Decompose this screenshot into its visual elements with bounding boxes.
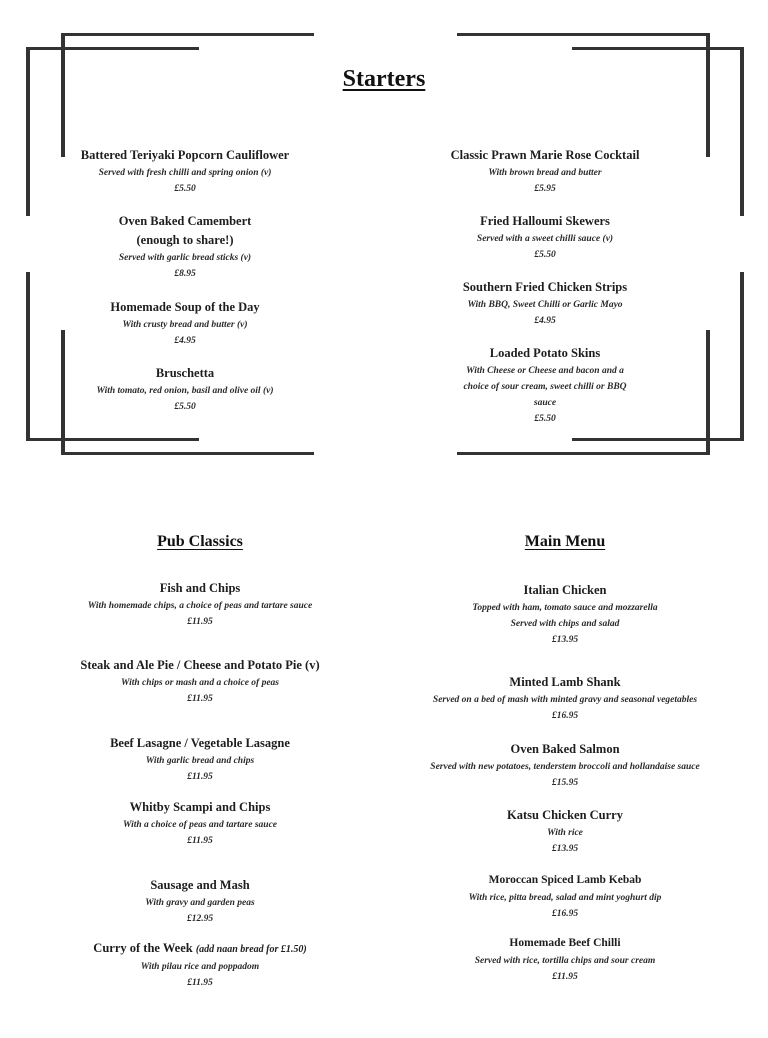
menu-item [40, 656, 360, 707]
item-price: £16.95 [551, 909, 579, 919]
item-note: (add naan bread for £1.50) [195, 944, 307, 955]
item-description-line2: choice of sour cream, sweet chilli or BBQ [463, 382, 627, 392]
frame-line [62, 33, 314, 36]
item-price: £4.95 [534, 316, 556, 326]
menu-item [40, 876, 360, 927]
menu-item [400, 740, 730, 791]
item-price: £13.95 [551, 635, 579, 645]
item-description: With tomato, red onion, basil and olive oil (v) [96, 386, 274, 396]
item-description: With gravy and garden peas [145, 898, 255, 908]
menu-item [400, 934, 730, 985]
frame-line [572, 47, 744, 50]
item-description: With crusty bread and butter (v) [122, 320, 248, 330]
item-name: Fish and Chips [159, 581, 241, 595]
item-price: £11.95 [187, 617, 213, 627]
menu-item [70, 146, 300, 197]
item-name: Fried Halloumi Skewers [480, 214, 610, 228]
item-description: With rice [547, 828, 583, 838]
item-description: With BBQ, Sweet Chilli or Garlic Mayo [467, 300, 623, 310]
item-description: Served with rice, tortilla chips and sour cream [474, 956, 656, 966]
item-name-row [40, 939, 360, 959]
item-name: Italian Chicken [523, 583, 607, 597]
item-name: Katsu Chicken Curry [507, 808, 623, 822]
item-name: Sausage and Mash [150, 878, 250, 892]
menu-item [435, 344, 655, 427]
item-name: Moroccan Spiced Lamb Kebab [488, 874, 642, 886]
item-name: Oven Baked Camembert [118, 214, 252, 228]
item-name: Bruschetta [155, 366, 215, 380]
frame-line [740, 47, 744, 216]
frame-line [27, 438, 199, 441]
item-name: Loaded Potato Skins [489, 346, 601, 360]
item-price: £16.95 [551, 711, 579, 721]
menu-item [40, 798, 360, 849]
menu-item [70, 298, 300, 349]
frame-line [706, 33, 710, 157]
frame-line [61, 33, 65, 157]
item-description: Topped with ham, tomato sauce and mozzarella [472, 603, 658, 613]
item-price: £11.95 [187, 772, 213, 782]
frame-line [740, 272, 744, 441]
menu-item [435, 278, 655, 329]
item-name: Oven Baked Salmon [510, 742, 620, 756]
item-price: £8.95 [174, 269, 196, 279]
item-price: £4.95 [174, 336, 196, 346]
item-price: £5.50 [174, 184, 196, 194]
item-name: Minted Lamb Shank [509, 675, 621, 689]
item-name: Beef Lasagne / Vegetable Lasagne [110, 736, 290, 750]
item-description-line3: sauce [533, 398, 557, 408]
menu-item [40, 579, 360, 630]
item-description: Served on a bed of mash with minted gravy and seasonal vegetables [432, 695, 698, 705]
menu-item [435, 212, 655, 263]
frame-line [706, 330, 710, 455]
frame-line [457, 452, 710, 455]
item-price: £11.95 [187, 694, 213, 704]
menu-item [400, 581, 730, 648]
item-description: With chips or mash and a choice of peas [121, 678, 279, 688]
item-description: With pilau rice and poppadom [140, 962, 260, 972]
item-description: Served with fresh chilli and spring onion (v) [98, 168, 272, 178]
menu-item [70, 364, 300, 415]
frame-line [457, 33, 710, 36]
item-price: £5.50 [534, 250, 556, 260]
item-name: Curry of the Week [93, 941, 193, 955]
item-name: Steak and Ale Pie / Cheese and Potato Pie (v) [80, 658, 320, 672]
item-price: £11.95 [552, 972, 578, 982]
item-description: With rice, pitta bread, salad and mint yoghurt dip [468, 893, 662, 903]
item-price: £5.50 [534, 414, 556, 424]
item-description: With Cheese or Cheese and bacon and a [466, 366, 624, 376]
item-price: £5.50 [174, 402, 196, 412]
frame-line [26, 47, 30, 216]
item-name-subtitle: (enough to share!) [136, 233, 234, 247]
section-title-pub-classics: Pub Classics [157, 533, 243, 550]
frame-line [61, 330, 65, 455]
menu-item [400, 673, 730, 724]
item-price: £11.95 [187, 978, 213, 988]
frame-line [26, 272, 30, 441]
item-price: £15.95 [551, 778, 579, 788]
item-description: With homemade chips, a choice of peas and tartare sauce [87, 601, 313, 611]
item-description: Served with garlic bread sticks (v) [118, 253, 252, 263]
section-title-main-menu: Main Menu [524, 533, 606, 550]
item-name: Battered Teriyaki Popcorn Cauliflower [80, 148, 290, 162]
frame-line [27, 47, 199, 50]
frame-line [62, 452, 314, 455]
item-price: £11.95 [187, 836, 213, 846]
item-description: With a choice of peas and tartare sauce [122, 820, 278, 830]
menu-item [40, 939, 360, 991]
item-name: Whitby Scampi and Chips [129, 800, 271, 814]
item-name: Homemade Soup of the Day [110, 300, 260, 314]
item-name: Classic Prawn Marie Rose Cocktail [450, 148, 640, 162]
item-name: Homemade Beef Chilli [509, 937, 621, 949]
item-price: £13.95 [551, 844, 579, 854]
section-title-starters: Starters [342, 66, 426, 92]
item-description: With brown bread and butter [488, 168, 602, 178]
menu-item [400, 806, 730, 857]
menu-item [435, 146, 655, 197]
item-description: Served with a sweet chilli sauce (v) [476, 234, 614, 244]
menu-item [70, 212, 300, 282]
item-description-line2: Served with chips and salad [510, 619, 620, 629]
item-description: Served with new potatoes, tenderstem broccoli and hollandaise sauce [430, 762, 700, 772]
menu-item [40, 734, 360, 785]
item-name: Southern Fried Chicken Strips [462, 280, 628, 294]
frame-line [572, 438, 744, 441]
item-price: £12.95 [186, 914, 214, 924]
menu-item [400, 871, 730, 922]
item-price: £5.95 [534, 184, 556, 194]
item-description: With garlic bread and chips [145, 756, 255, 766]
